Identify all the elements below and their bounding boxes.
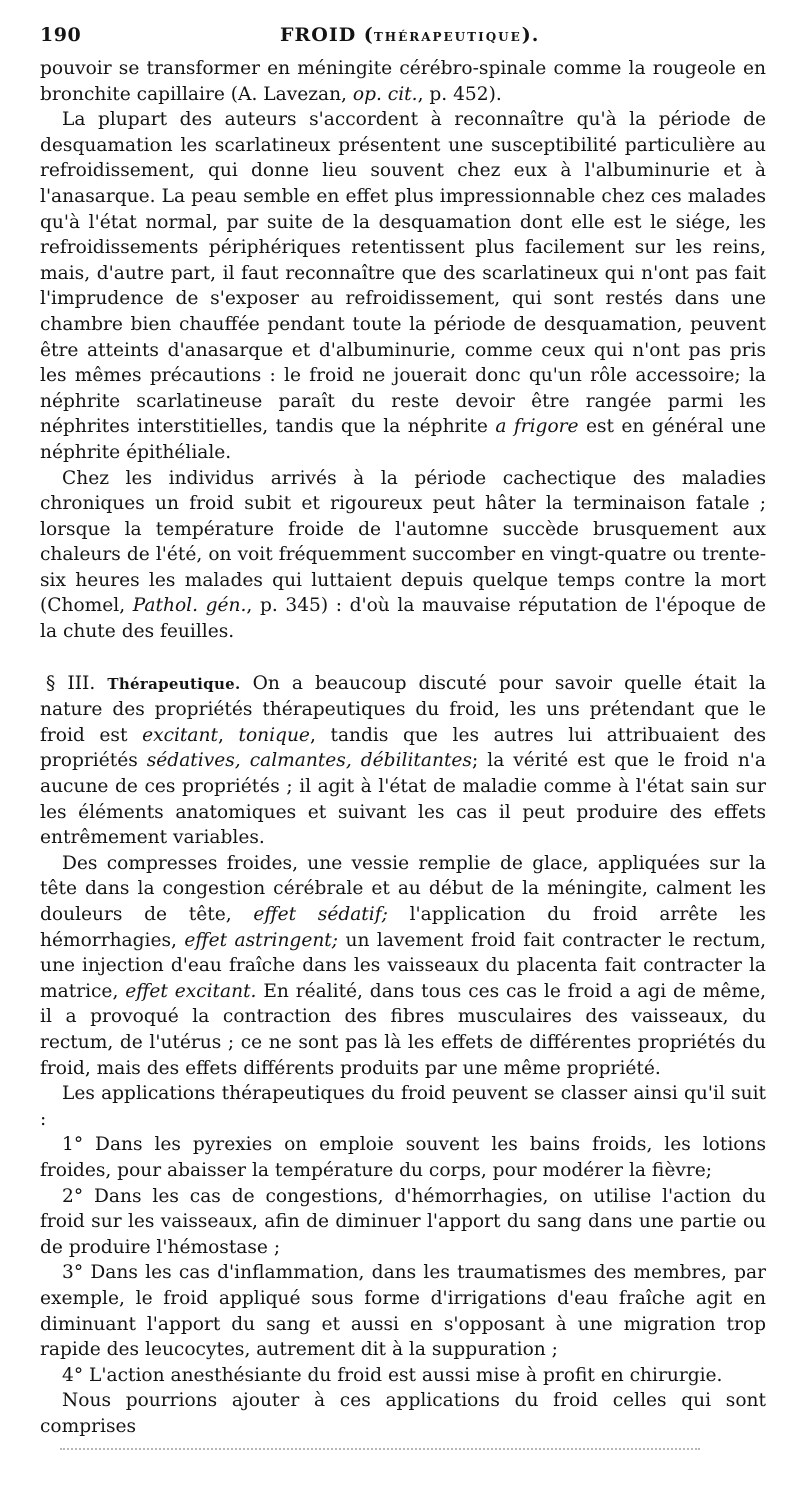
running-head-end: ). xyxy=(521,24,540,46)
running-head-main: FROID ( xyxy=(280,24,374,46)
paragraph-applications: Les applications thérapeutiques du froid peuvent se classer ainsi qu'il suit : xyxy=(40,1083,766,1130)
paragraph-continued xyxy=(40,56,766,107)
paragraph-text: La plupart des auteurs s'accordent à reconnaître qu'à la période de desquamation les scarlatineux présentent une susceptibilité particulière au refroidissement, qui donne lieu souvent chez eux à l'albuminurie et à l'anasarque. La peau semble en effet plus impressionnable chez ces malades qu'à l'état normal, par suite de la desquamation dont elle est le siége, les refroidissements périphériques retentissent plus facilement sur les reins, mais, d'autre part, il faut reconnaître que des scarlatineux qui n'ont pas fait l'imprudence de s'exposer au refroidissement, qui sont restés dans une chambre bien chauffée pendant toute la période de desquamation, peuvent être atteints d'anasarque et d'albuminurie, comme ceux qui n'ont pas pris les mêmes précautions : le froid ne jouerait donc qu'un rôle accessoire; la néphrite scarlatineuse paraît du reste devoir être rangée parmi les néphrites interstitielles, tandis que la néphrite xyxy=(40,109,766,438)
footer-rule xyxy=(60,1448,700,1452)
paragraph-text: , xyxy=(217,724,239,746)
page-header xyxy=(40,24,766,54)
list-item: 3° Dans les cas d'inflammation, dans les traumatismes des membres, par exemple, le froid appliqué sous forme d'irrigations d'eau fraîche agit en diminuant l'apport du sang et aussi en s'opposant à une migration trop rapide des leucocytes, autrement dit à la suppuration ; xyxy=(40,1262,766,1361)
section-marker: § III. xyxy=(46,672,96,694)
paragraph-text: , tandis que les autres lui attribuaient des propriétés xyxy=(40,724,766,772)
section-therapeutique xyxy=(40,671,766,851)
running-head-subtitle: THÉRAPEUTIQUE xyxy=(373,30,522,44)
emphasis-term: effet sédatif; xyxy=(253,904,388,925)
paragraph-text: On a beaucoup discuté pour savoir quelle était la nature des propriétés thérapeutiques du froid, les uns prétendant que le froid est xyxy=(40,672,766,746)
paragraph-text: l'application du froid arrête les hémorrhagies, xyxy=(40,904,766,951)
emphasis-term: effet excitant. xyxy=(125,980,257,1002)
paragraph-text: , p. 345) : d'où la mauvaise réputation de l'époque de la chute des feuilles. xyxy=(40,595,766,643)
paragraph-scarlatine xyxy=(40,107,766,465)
paragraph-text: ; la vérité est que le froid n'a aucune de ces propriétés ; il agit à l'état de maladie comme à l'état sain sur les éléments anatomiques et suivant les cas il peut produire des effets entrêmement variables. xyxy=(40,750,767,849)
running-head xyxy=(280,24,539,46)
list-item: 4° L'action anesthésiante du froid est aussi mise à profit en chirurgie. xyxy=(62,1364,723,1386)
citation-italic: op. cit. xyxy=(352,83,418,105)
paragraph-text: pouvoir se transformer en méningite cérébro-spinale comme la rougeole en bronchite capillaire (A. Lavezan, xyxy=(40,58,766,105)
paragraph-text: En réalité, dans tous ces cas le froid a agi de même, il a provoqué la contraction des fibres musculaires des vaisseaux, du rectum, de l'utérus ; ce ne sont pas là les effets de différentes propriétés du froid, mais des effets différents produits par une même propriété. xyxy=(40,980,766,1079)
body-text xyxy=(40,56,766,1439)
emphasis-term: excitant xyxy=(142,724,218,746)
paragraph-final: Nous pourrions ajouter à ces applications du froid celles qui sont comprises xyxy=(40,1390,766,1437)
page-number: 190 xyxy=(40,24,82,46)
emphasis-term: tonique xyxy=(238,724,310,746)
list-item: 2° Dans les cas de congestions, d'hémorrhagies, on utilise l'action du froid sur les vaisseaux, afin de diminuer l'apport du sang dans une partie ou de produire l'hémostase ; xyxy=(40,1185,766,1258)
emphasis-term: sédatives, calmantes, débilitantes xyxy=(146,750,472,772)
paragraph-text: , p. 452). xyxy=(417,83,502,105)
citation-italic: Pathol. gén. xyxy=(132,595,247,617)
paragraph-text: est en général une néphrite épithéliale. xyxy=(40,416,767,463)
paragraph-cachectique xyxy=(40,466,766,645)
latin-term: a frigore xyxy=(495,416,579,438)
paragraph-text: Chez les individus arrivés à la période cachectique des maladies chroniques un froid subit et rigoureux peut hâter la terminaison fatale ; lorsque la température froide de l'automne succède brusquement aux chaleurs de l'été, on voit fréquemment succomber en vingt-quatre ou trente-six heures les malades qui luttaient depuis quelque temps contre la mort (Chomel, xyxy=(40,467,766,617)
section-title: Thérapeutique. xyxy=(107,674,241,693)
emphasis-term: effet astringent; xyxy=(184,929,339,951)
paragraph-compresses xyxy=(40,851,766,1081)
book-page xyxy=(40,24,766,1439)
paragraph-text: Des compresses froides, une vessie remplie de glace, appliquées sur la tête dans la congestion cérébrale et au début de la méningite, calment les douleurs de tête, xyxy=(40,852,766,925)
paragraph-text: un lavement froid fait contracter le rectum, une injection d'eau fraîche dans les vaisseaux du placenta fait contracter la matrice, xyxy=(40,929,767,1002)
list-item: 1° Dans les pyrexies on emploie souvent les bains froids, les lotions froides, pour abaisser la température du corps, pour modérer la fièvre; xyxy=(40,1134,766,1181)
